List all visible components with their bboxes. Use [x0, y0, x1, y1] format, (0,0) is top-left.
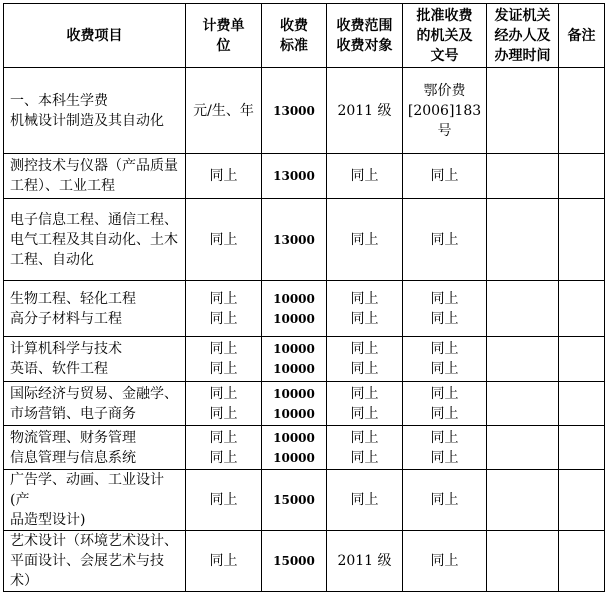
standard-cell: 10000 10000 — [262, 337, 327, 382]
unit-cell: 同上 — [186, 154, 262, 199]
header-approval: 批准收费 的机关及 文号 — [403, 4, 487, 68]
standard-cell: 15000 — [262, 531, 327, 592]
issuer-cell — [487, 199, 559, 281]
scope-cell: 同上 同上 — [327, 281, 403, 337]
fee-schedule-table — [3, 3, 605, 592]
remark-cell — [559, 154, 605, 199]
unit-cell: 同上 — [186, 470, 262, 531]
approval-cell: 同上 — [403, 470, 487, 531]
table-row — [4, 281, 605, 337]
remark-cell — [559, 531, 605, 592]
standard-cell: 10000 10000 — [262, 382, 327, 426]
unit-cell: 同上 同上 — [186, 382, 262, 426]
standard-cell: 10000 10000 — [262, 426, 327, 470]
fee-item-cell: 测控技术与仪器（产品质量 工程）、工业工程 — [4, 154, 186, 199]
standard-cell: 13000 — [262, 199, 327, 281]
issuer-cell — [487, 281, 559, 337]
issuer-cell — [487, 154, 559, 199]
approval-cell: 同上 同上 — [403, 337, 487, 382]
table-row — [4, 199, 605, 281]
approval-cell: 同上 — [403, 154, 487, 199]
header-unit: 计费单 位 — [186, 4, 262, 68]
table-row — [4, 470, 605, 531]
scope-cell: 同上 — [327, 154, 403, 199]
fee-item-cell: 一、本科生学费 机械设计制造及其自动化 — [4, 68, 186, 154]
fee-item-cell: 物流管理、财务管理 信息管理与信息系统 — [4, 426, 186, 470]
unit-cell: 同上 — [186, 199, 262, 281]
issuer-cell — [487, 531, 559, 592]
fee-item-cell: 生物工程、轻化工程 高分子材料与工程 — [4, 281, 186, 337]
issuer-cell — [487, 426, 559, 470]
fee-item-cell: 国际经济与贸易、金融学、 市场营销、电子商务 — [4, 382, 186, 426]
standard-cell: 13000 — [262, 154, 327, 199]
approval-cell: 同上 同上 — [403, 426, 487, 470]
header-issuer: 发证机关 经办人及 办理时间 — [487, 4, 559, 68]
scope-cell: 2011 级 — [327, 68, 403, 154]
scope-cell: 同上 — [327, 470, 403, 531]
standard-cell: 15000 — [262, 470, 327, 531]
unit-cell: 同上 同上 — [186, 426, 262, 470]
header-remark: 备注 — [559, 4, 605, 68]
standard-cell: 10000 10000 — [262, 281, 327, 337]
scope-cell: 同上 同上 — [327, 382, 403, 426]
fee-item-cell: 计算机科学与技术 英语、软件工程 — [4, 337, 186, 382]
approval-cell: 同上 — [403, 199, 487, 281]
header-row — [4, 4, 605, 68]
fee-table-body — [4, 68, 605, 592]
issuer-cell — [487, 68, 559, 154]
standard-cell: 13000 — [262, 68, 327, 154]
header-standard: 收费 标准 — [262, 4, 327, 68]
header-scope: 收费范围 收费对象 — [327, 4, 403, 68]
table-row — [4, 154, 605, 199]
issuer-cell — [487, 382, 559, 426]
remark-cell — [559, 281, 605, 337]
approval-cell: 同上 同上 — [403, 382, 487, 426]
table-row — [4, 68, 605, 154]
header-item: 收费项目 — [4, 4, 186, 68]
remark-cell — [559, 68, 605, 154]
fee-item-cell: 电子信息工程、通信工程、 电气工程及其自动化、土木 工程、自动化 — [4, 199, 186, 281]
table-row — [4, 531, 605, 592]
issuer-cell — [487, 337, 559, 382]
scope-cell: 同上 同上 — [327, 426, 403, 470]
remark-cell — [559, 470, 605, 531]
approval-cell: 同上 同上 — [403, 281, 487, 337]
table-row — [4, 426, 605, 470]
fee-item-cell: 艺术设计（环境艺术设计、 平面设计、会展艺术与技 术） — [4, 531, 186, 592]
table-row — [4, 382, 605, 426]
remark-cell — [559, 337, 605, 382]
remark-cell — [559, 199, 605, 281]
scope-cell: 2011 级 — [327, 531, 403, 592]
unit-cell: 同上 — [186, 531, 262, 592]
approval-cell: 同上 — [403, 531, 487, 592]
remark-cell — [559, 426, 605, 470]
table-row — [4, 337, 605, 382]
remark-cell — [559, 382, 605, 426]
scope-cell: 同上 — [327, 199, 403, 281]
unit-cell: 元/生、年 — [186, 68, 262, 154]
approval-cell: 鄂价费 [2006]183 号 — [403, 68, 487, 154]
issuer-cell — [487, 470, 559, 531]
unit-cell: 同上 同上 — [186, 337, 262, 382]
scope-cell: 同上 同上 — [327, 337, 403, 382]
fee-item-cell: 广告学、动画、工业设计(产 品造型设计) — [4, 470, 186, 531]
unit-cell: 同上 同上 — [186, 281, 262, 337]
